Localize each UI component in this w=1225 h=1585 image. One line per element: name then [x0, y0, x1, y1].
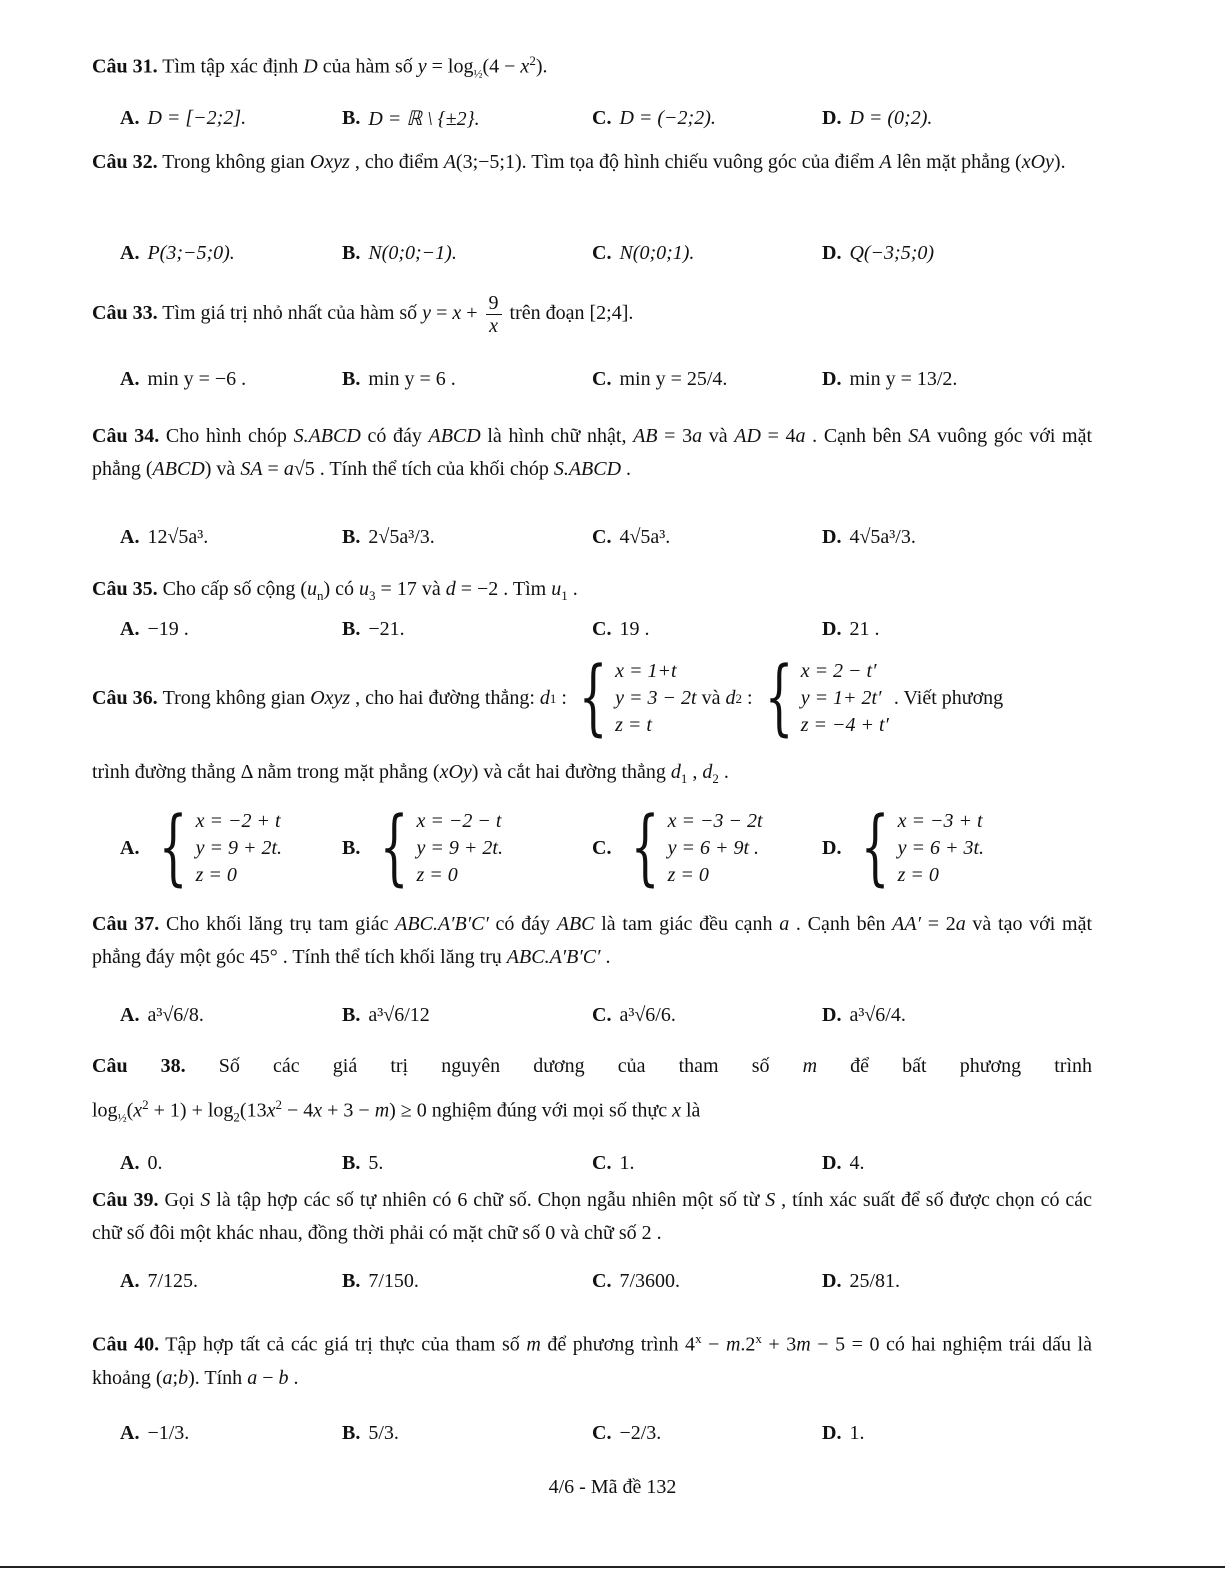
option-c[interactable]: C. 7/3600. — [592, 1269, 681, 1292]
option-a[interactable]: A. −19 . — [120, 617, 189, 640]
option-d[interactable]: D. D = (0;2). — [822, 106, 933, 129]
option-a[interactable]: A. min y = −6 . — [120, 367, 247, 390]
option-a[interactable]: A. 7/125. — [120, 1269, 199, 1292]
option-d[interactable]: D. 4. — [822, 1151, 865, 1174]
option-c[interactable]: C. 4√5a³. — [592, 525, 671, 548]
option-b[interactable]: B. 2√5a³/3. — [342, 525, 435, 548]
options-35 — [120, 604, 1080, 654]
option-d[interactable]: D. Q(−3;5;0) — [822, 241, 935, 264]
option-b[interactable]: B. −21. — [342, 617, 405, 640]
option-c[interactable]: C. { x = −3 − 2t y = 6 + 9t . z = 0 — [592, 800, 763, 895]
question-36-cont: trình đường thẳng Δ nằm trong mặt phẳng (xOy) và cắt hai đường thẳng $d_1$ , $d_2$ . — [92, 761, 729, 786]
option-c[interactable]: C. N(0;0;1). — [592, 241, 695, 264]
options-32 — [120, 228, 1080, 278]
options-37 — [120, 990, 1080, 1040]
options-39 — [120, 1256, 1080, 1306]
option-c[interactable]: C. min y = 25/4. — [592, 367, 728, 390]
question-label: Câu 32. — [92, 151, 158, 173]
question-label: Câu 34. — [92, 425, 160, 447]
option-d[interactable]: D. { x = −3 + t y = 6 + 3t. z = 0 — [822, 800, 985, 895]
question-31: Câu 31. Tìm tập xác định D của hàm số $y = \log_{\frac{1}{2}}(4 - x^2)$. — [92, 53, 548, 81]
question-38-cont: $\log_{\frac{1}{2}}(x^2 + 1) + \log_2(13x^2 - 4x + 3 - m) \ge 0$ nghiệm đúng với mọi số thực x là — [92, 1097, 701, 1125]
options-40 — [120, 1408, 1080, 1458]
page-footer: 4/6 - Mã đề 132 — [548, 1476, 677, 1498]
option-c[interactable]: C. D = (−2;2). — [592, 106, 716, 129]
fraction: $\frac{9}{x}$ — [486, 292, 502, 337]
question-label: Câu 33. — [92, 302, 158, 325]
option-a[interactable]: A. D = [−2;2]. — [120, 106, 247, 129]
question-39: Câu 39. Gọi S là tập hợp các số tự nhiên có 6 chữ số. Chọn ngẫu nhiên một số từ S , tính xác suất để số được chọn có các chữ số đôi một khác nhau, đồng thời phải có mặt chữ số 0 và chữ số 2 . — [92, 1189, 1093, 1244]
option-b[interactable]: B. 7/150. — [342, 1269, 419, 1292]
divider — [0, 1566, 1225, 1568]
question-33: Câu 33. Tìm giá trị nhỏ nhất của hàm số y = x + $\frac{9}{x}$ trên đoạn [2;4]. — [92, 292, 634, 337]
option-a[interactable]: A. 12√5a³. — [120, 525, 209, 548]
option-c[interactable]: C. 1. — [592, 1151, 635, 1174]
option-a[interactable]: A. a³√6/8. — [120, 1003, 204, 1026]
option-d[interactable]: D. 25/81. — [822, 1269, 901, 1292]
option-b[interactable]: B. 5/3. — [342, 1421, 399, 1444]
option-d[interactable]: D. min y = 13/2. — [822, 367, 958, 390]
option-a[interactable]: A. −1/3. — [120, 1421, 190, 1444]
options-34 — [120, 512, 1080, 562]
option-c[interactable]: C. 19 . — [592, 617, 650, 640]
question-label: Câu 39. — [92, 1189, 159, 1211]
question-label: Câu 40. — [92, 1333, 160, 1356]
option-d[interactable]: D. a³√6/4. — [822, 1003, 906, 1026]
option-b[interactable]: B. N(0;0;−1). — [342, 241, 457, 264]
question-34: Câu 34. Cho hình chóp S.ABCD có đáy ABCD là hình chữ nhật, AB = 3a và AD = 4a . Cạnh bên SA vuông góc với mặt phẳng (ABCD) và SA = a√5 . Tính thể tích của khối chóp S.ABCD . — [92, 425, 1093, 480]
option-b[interactable]: B. D = ℝ \ {±2}. — [342, 106, 480, 130]
question-32: Câu 32. Trong không gian Oxyz , cho điểm A(3;−5;1). Tìm tọa độ hình chiếu vuông góc của điểm A lên mặt phẳng (xOy). — [92, 151, 1066, 173]
option-d[interactable]: D. 4√5a³/3. — [822, 525, 916, 548]
option-d[interactable]: D. 1. — [822, 1421, 865, 1444]
question-label: Câu 35. — [92, 578, 158, 600]
option-b[interactable]: B. { x = −2 − t y = 9 + 2t. z = 0 — [342, 800, 503, 895]
option-c[interactable]: C. −2/3. — [592, 1421, 662, 1444]
question-40: Câu 40. Tập hợp tất cả các giá trị thực của tham số m để phương trình $4^x - m.2^x + 3m - 5 = 0$ có hai nghiệm trái dấu là khoảng (a;b). Tính a − b . — [92, 1331, 1092, 1389]
question-38: Câu 38. Số các giá trị nguyên dương của tham số m để bất phương trình — [92, 1055, 1092, 1077]
option-d[interactable]: D. 21 . — [822, 617, 880, 640]
question-label: Câu 31. — [92, 55, 158, 78]
question-36: Câu 36. Trong không gian Oxyz , cho hai đường thẳng: d 1 : { x = 1+t y = 3 − 2t z = t và d 2 : { x = 2 − t′ y = 1+ 2t′ z = −4 + t′ . Viết phương — [92, 650, 1004, 745]
question-label: Câu 36. — [92, 686, 158, 709]
option-b[interactable]: B. min y = 6 . — [342, 367, 456, 390]
system-d1: { x = 1+t y = 3 − 2t z = t — [578, 650, 697, 745]
options-36 — [120, 800, 1080, 896]
options-38 — [120, 1138, 1080, 1188]
question-label: Câu 37. — [92, 913, 160, 935]
option-c[interactable]: C. a³√6/6. — [592, 1003, 676, 1026]
option-b[interactable]: B. a³√6/12 — [342, 1003, 430, 1026]
option-b[interactable]: B. 5. — [342, 1151, 384, 1174]
system-d2: { x = 2 − t′ y = 1+ 2t′ z = −4 + t′ — [764, 650, 889, 745]
option-a[interactable]: A. 0. — [120, 1151, 163, 1174]
question-label: Câu 38. — [92, 1055, 186, 1077]
question-35: Câu 35. Cho cấp số cộng $(u_n)$ có $u_3 = 17$ và d = −2 . Tìm $u_1$ . — [92, 578, 578, 603]
option-a[interactable]: A. { x = −2 + t y = 9 + 2t. z = 0 — [120, 800, 283, 895]
option-a[interactable]: A. P(3;−5;0). — [120, 241, 235, 264]
question-37: Câu 37. Cho khối lăng trụ tam giác ABC.A′B′C′ có đáy ABC là tam giác đều cạnh a . Cạnh bên AA′ = 2a và tạo với mặt phẳng đáy một góc 45° . Tính thể tích khối lăng trụ ABC.A′B′C′ . — [92, 913, 1093, 968]
options-31 — [120, 93, 1080, 143]
options-33 — [120, 354, 1080, 404]
